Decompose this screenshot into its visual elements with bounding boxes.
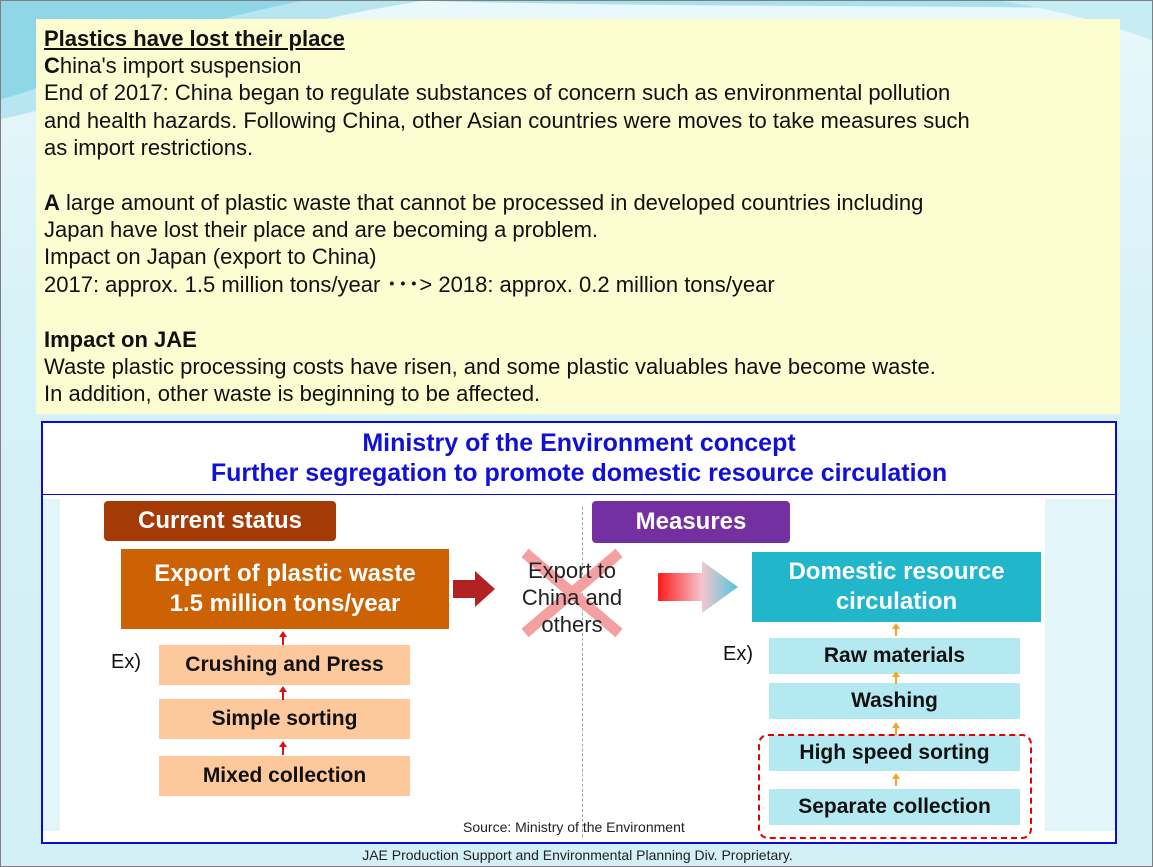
text-title: Plastics have lost their place bbox=[44, 26, 345, 51]
step-mixed-collection: Mixed collection bbox=[159, 756, 410, 796]
export-box bbox=[121, 549, 449, 629]
text-line-large-amount-rest: large amount of plastic waste that cannot be processed in developed countries including bbox=[59, 190, 924, 215]
panel-header-line2: Further segregation to promote domestic resource circulation bbox=[210, 459, 948, 487]
step-raw-materials: Raw materials bbox=[769, 638, 1020, 676]
export-box-line2: 1.5 million tons/year bbox=[169, 590, 401, 617]
text-line-health: and health hazards. Following China, other Asian countries were moves to take measures such bbox=[44, 108, 970, 133]
text-line-impact-japan: Impact on Japan (export to China) bbox=[44, 244, 377, 269]
text-line-china-rest: hina's import suspension bbox=[59, 53, 302, 78]
highlight-dashed-frame bbox=[758, 734, 1032, 839]
panel-header-line1: Ministry of the Environment concept bbox=[362, 429, 796, 457]
domestic-line1: Domestic resource bbox=[788, 558, 1005, 585]
dropcap-a: A bbox=[44, 190, 60, 215]
step-simple-sorting: Simple sorting bbox=[159, 699, 410, 739]
left-up-arrows-icon bbox=[273, 628, 293, 758]
text-heading-impact-jae: Impact on JAE bbox=[44, 327, 197, 352]
panel-header bbox=[43, 423, 1115, 495]
right-ex-label: Ex) bbox=[723, 643, 753, 665]
intro-text-box bbox=[36, 19, 1120, 414]
export-to-china-line2: China and bbox=[521, 585, 623, 610]
export-box-line1: Export of plastic waste bbox=[154, 560, 416, 587]
export-to-china-line3: others bbox=[541, 612, 603, 637]
gradient-right-arrow-icon bbox=[658, 561, 740, 613]
text-line-japan: Japan have lost their place and are becoming a problem. bbox=[44, 217, 599, 242]
footer-proprietary: JAE Production Support and Environmental Planning Div. Proprietary. bbox=[362, 847, 793, 863]
export-to-china-line1: Export to bbox=[527, 558, 617, 583]
red-right-arrow-icon bbox=[453, 571, 497, 607]
domestic-line2: circulation bbox=[835, 588, 958, 615]
left-ex-label: Ex) bbox=[111, 651, 141, 673]
text-line-large-amount bbox=[44, 190, 923, 216]
concept-panel bbox=[41, 421, 1117, 844]
domestic-circulation-box bbox=[752, 552, 1041, 622]
step-separate-collection: Separate collection bbox=[769, 789, 1020, 827]
dropcap-c: C bbox=[44, 53, 60, 78]
text-line-2017: End of 2017: China began to regulate substances of concern such as environmental pollution bbox=[44, 80, 951, 105]
text-line-tonnage: 2017: approx. 1.5 million tons/year ･･･> 2018: approx. 0.2 million tons/year bbox=[44, 272, 775, 297]
text-line-costs: Waste plastic processing costs have risen, and some plastic valuables have become waste. bbox=[44, 354, 936, 379]
measures-label: Measures bbox=[592, 501, 790, 543]
export-to-china-text bbox=[509, 557, 635, 638]
panel-right-margin bbox=[1045, 499, 1115, 831]
panel-left-margin bbox=[43, 499, 60, 831]
current-status-label: Current status bbox=[104, 501, 336, 541]
text-line-restrictions: as import restrictions. bbox=[44, 135, 254, 160]
step-crushing-press: Crushing and Press bbox=[159, 645, 410, 685]
step-high-speed-sorting: High speed sorting bbox=[769, 735, 1020, 773]
source-note: Source: Ministry of the Environment bbox=[463, 819, 685, 835]
text-line-other-waste: In addition, other waste is beginning to be affected. bbox=[44, 381, 541, 406]
step-washing: Washing bbox=[769, 683, 1020, 721]
text-line-china bbox=[44, 53, 301, 79]
